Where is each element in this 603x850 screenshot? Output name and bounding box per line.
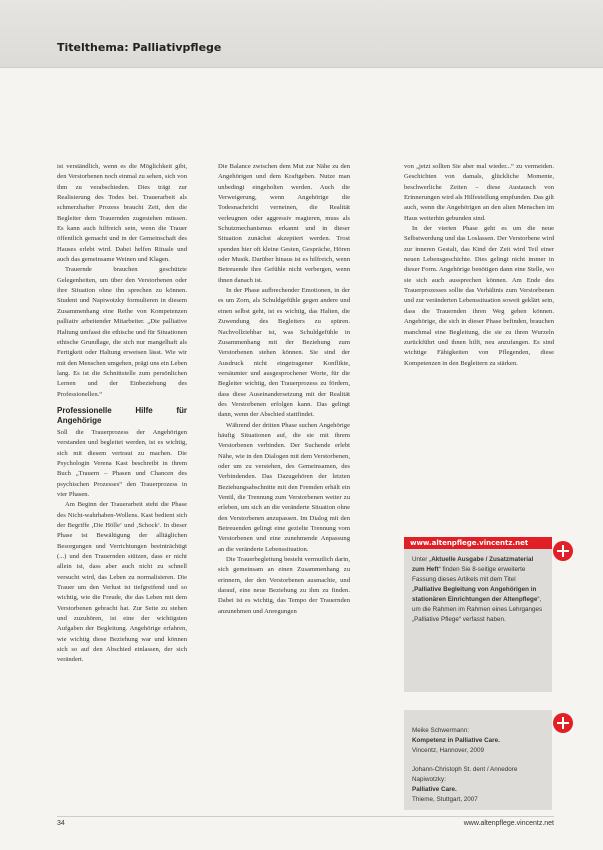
- infobox-link-text[interactable]: Aktuelle Ausgabe / Zusatzmaterial zum Heft: [412, 556, 534, 573]
- infobox-text-post: “, um die Rahmen im Rahmen eines Lehrganges „Palliative Pflege“ verfasst haben.: [412, 596, 543, 623]
- paragraph: In der vierten Phase geht es um die neue Selbstwerdung und das Loslassen. Der Verstorbene wird zur inneren Gestalt, das Kind der Zeit wird Teil einer neuen Lebensgeschichte. Dies gelingt nicht immer in dieser Form. Angehörige benötigen dann eine Stelle, wo sie sich auch aussprechen können. Am Ende des Trauerprozesses sollte das Verhältnis zum Verstorbenen und zur veränderten Lebenssituation soweit geklärt sein, dass die Trauernden ihren Weg gehen können. Angehörige, die sich in dieser Phase befinden, brauchen manchmal eine Begleitung, die sie zu ihren Wurzeln zurückführt und ihnen hilft, neu anzufangen. Es sind wichtige Fähigkeiten von Pflegenden, diese Kompetenzen in den Begleitern zu stärken.: [404, 225, 554, 367]
- plus-icon: [553, 713, 573, 733]
- paragraph: von „jetzt sollten Sie aber mal wieder...“ zu vermeiden. Geschichten von damals, glückliche Momente, beschwerliche Zeiten – diese Austausch von Erinnerungen wird als Hilfestellung empfunden. Das gilt auch, wenn die Angehörigen an den alten Menschen im Haus weiterhin gebunden sind.: [404, 163, 554, 222]
- infobox-text-mid: “ finden Sie 8-seitige erweiterte Fassung dieses Artikels mit dem Titel „: [412, 566, 526, 593]
- reference-author: Johann-Christoph St. dent / Annedore Napiwotzky:: [412, 766, 518, 783]
- infobox-text-pre: Unter „: [412, 556, 432, 563]
- section-title: Titelthema: Palliativpflege: [57, 41, 222, 54]
- infobox-article-title: Palliative Begleitung von Angehörigen in stationären Einrichtungen der Altenpflege: [412, 586, 538, 603]
- literature-box: [404, 710, 552, 810]
- article-column-1: [57, 162, 187, 666]
- paragraph: In der Phase aufbrechender Emotionen, in der es um Zorn, als Schuldgefühle gegen andere und einen selbst geht, ist es wichtig, das Halten, die Zuwendung des Begleiters zu spüren. Nachvollziehbar ist, was Schuldgefühle in Zusammenhang mit der Beziehung zum Verstorbenen stehen können. Sie sind der Ausdruck nicht eingetragener Konflikte, versäumter und ausgesprochener Worte, für die Begleiter wichtig, den Trauerprozess zu fördern, dass diese Auseinandersetzung mit der Realität des Verstorbenen erfolgen kann. Das gelingt dann, wenn der Abschied stattfindet.: [218, 287, 350, 419]
- article-column-2: [218, 162, 350, 617]
- page-number: 34: [57, 820, 65, 827]
- paragraph: Die Balance zwischen dem Mut zur Nähe zu den Angehörigen und dem Kraftgeben. Nutze man unbedingt eingeholten werden. Auch die Verweigerung, wenn Angehörige die Todesnachricht verneinen, die Realität verleugnen oder aggressiv reagieren, muss als Schutzmechanismus erkannt und in dieser Situation zunächst akzeptiert werden. Trost spenden hier oft kleine Gesten, Gespräche, Hören oder Musik. Darüber hinaus ist es hilfreich, wenn Betreuende ihre Gefühle nicht verbergen, wenn ihnen danach ist.: [218, 163, 350, 284]
- paragraph: Während der dritten Phase suchen Angehörige häufig Situationen auf, die sie mit ihrem Verstorbenen verbinden. Der Suchende erlebt Nähe, wie in den Dialogen mit dem Verstorbenen, oder um zu verstehen, des Gemeinsamen, des Verbindenden. Das Dazugehören der letzten Beziehungsabschnitte mit den Fremden erhält ein Ventil, die Trennung zum Verstorbenen weiter zu erleben, um sich an die veränderte Situation ohne den Verstorbenen anzupassen. Im Dialog mit den Betreuenden gelingt eine gezielte Trennung vom Verstorbenen und eine zunehmende Anpassung an die veränderte Lebenssituation.: [218, 421, 350, 553]
- subheading: Professionelle Hilfe für Angehörige: [57, 405, 187, 425]
- reference-author: Meike Schwermann:: [412, 727, 470, 734]
- paragraph: Am Beginn der Trauerarbeit steht die Phase des Nicht-wahrhaben-Wollens. Kast bedient sich der Begriffe ‚Die Hölle‘ und ‚Schock‘. In dieser Phase ist Bewältigung der alltäglichen Besorgungen und Verrichtungen beeinträchtigt (...) und den Trauernden stützen, dass er nicht allein ist, dass aber auch nicht zu schnell versucht wird, das Leben zu normalisieren. Die Trauer um den Verlust ist tiefgreifend und so wichtig, wie die Freude, die das Leben mit dem Verstorbenen gebracht hat. Zur Seite zu stehen und zuzuhören, ist eine der wichtigsten Aufgaben der Begleitung. Angehörige erfahren, wie wichtig diese Beziehung war und können sich so auf den Abschied einlassen, der sich verändert.: [57, 501, 187, 664]
- paragraph: ist verständlich, wenn es die Möglichkeit gibt, den Verstorbenen noch einmal zu sehen, sich von ihm zu verabschieden. Dies trägt zur Realisierung des Todes bei. Trauerarbeit als schmerzhafter Prozess braucht Zeit, den die Begleiter dem Trauernden zugestehen müssen. Es kann auch hilfreich sein, wenn die Trauer öffentlich gemacht und in der Gemeinschaft des Hauses erlebt wird. Dabei helfen Rituale und auch das gemeinsame Weinen und Klagen.: [57, 163, 187, 264]
- plus-icon: [553, 541, 573, 561]
- reference-title: Palliative Care.: [412, 786, 457, 793]
- footer-url[interactable]: www.altenpflege.vincentz.net: [463, 820, 554, 827]
- paragraph: Die Trauerbegleitung besteht vermutlich darin, sich gemeinsam an einen Zusammenhang zu erinnern, der den Verstorbenen ausmachte, und darauf, eine neue Beziehung zu ihm zu finden. Dabei ist es wichtig, das Tempo der Trauernden anzunehmen und Anregungen: [218, 556, 350, 615]
- reference-publisher: Thieme, Stuttgart, 2007: [412, 796, 478, 803]
- infobox-url[interactable]: www.altenpflege.vincentz.net: [404, 537, 552, 549]
- reference-title: Kompetenz in Palliative Care.: [412, 737, 500, 744]
- header-band: [0, 0, 603, 68]
- reference-publisher: Vincentz, Hannover, 2009: [412, 747, 484, 754]
- infobox-text: [404, 549, 552, 625]
- online-infobox: [404, 537, 552, 692]
- reference-item: [412, 726, 544, 756]
- footer-divider: [57, 816, 554, 817]
- article-column-3: [404, 162, 554, 527]
- paragraph: Trauernde brauchen geschützte Gelegenheiten, um über den Verstorbenen oder ihre Situation ohne ihn sprechen zu können. Student und Napiwotzky formulieren in diesem Zusammenhang eine Reihe von Kompetenzen palliativ arbeitender Mitarbeiter. „Die palliative Haltung umfasst die ethische und für Situationen ethische Grundlage, die sich nur mangelhaft als Fertigkeit oder Haltung erweisen lässt. Wie wir mit den Menschen umgehen, prägt uns ein Leben lang. Es ist die Schnittstelle zum persönlichen Lernen und der Einbeziehung des Professionellen.“: [57, 266, 188, 398]
- reference-item: [412, 765, 544, 805]
- paragraph: Soll die Trauerprozess der Angehörigen verstanden und begleitet werden, ist es wichtig, sich mit diesem vertraut zu machen. Die Psychologin Verena Kast beschreibt in ihrem Buch „Trauern – Phasen und Chancen des psychischen Prozesses“ den Trauerprozess in vier Phasen.: [57, 428, 187, 498]
